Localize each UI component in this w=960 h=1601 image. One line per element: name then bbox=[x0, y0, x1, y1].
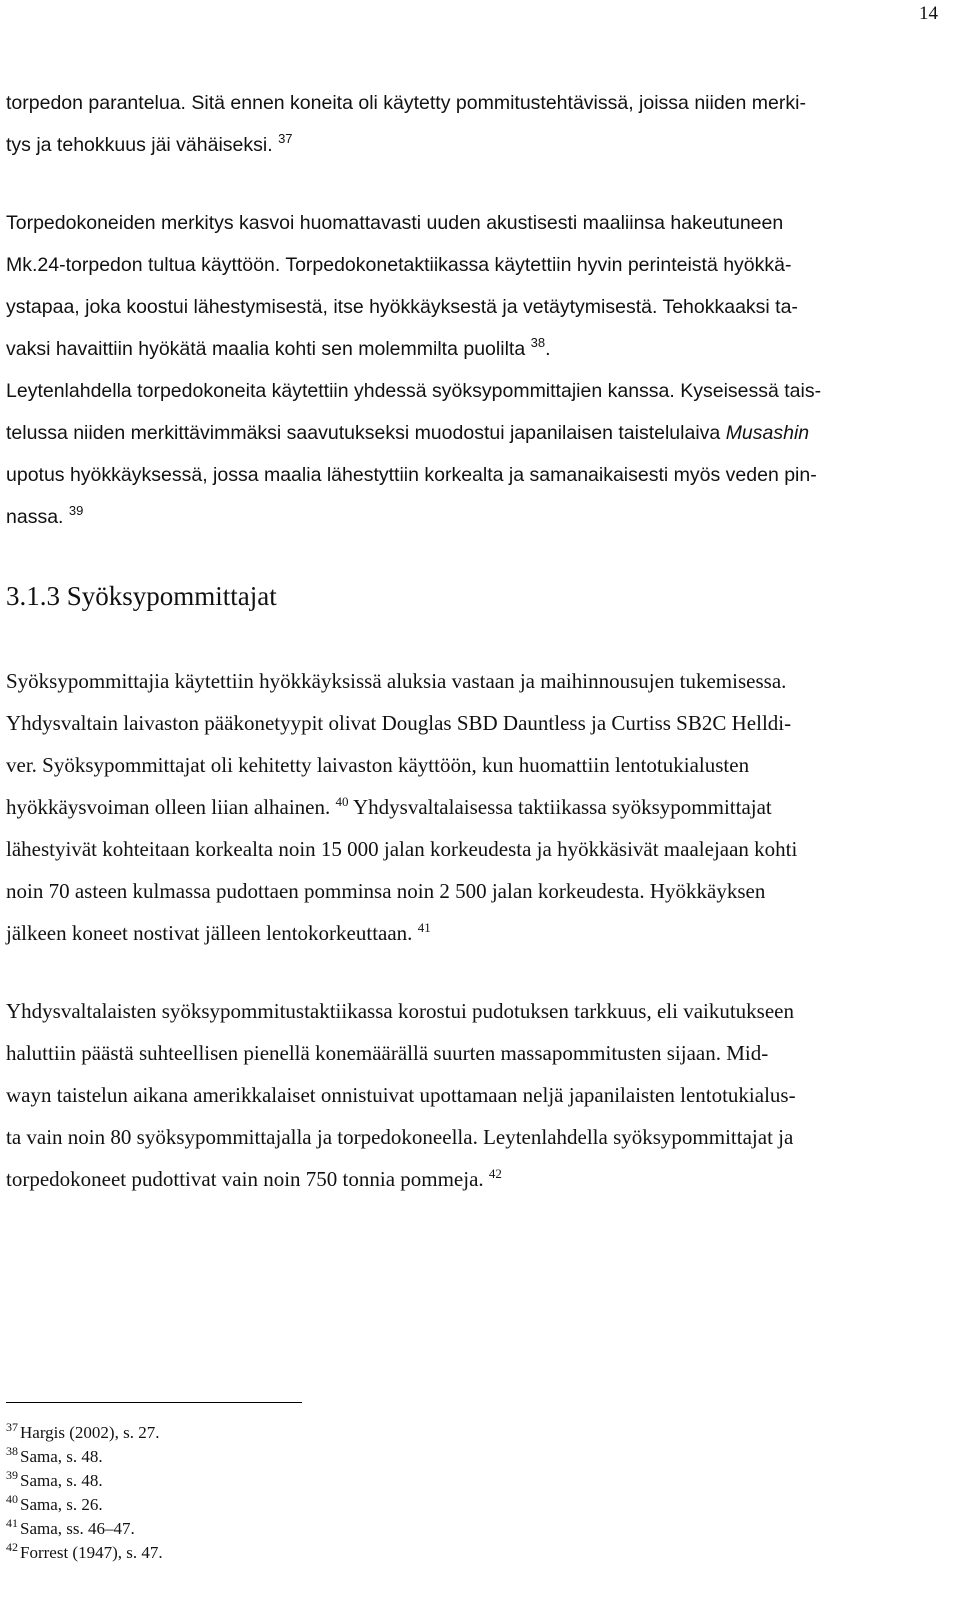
text-line bbox=[6, 124, 931, 166]
text-line: Syöksypommittajia käytettiin hyökkäyksissä aluksia vastaan ja maihinnousujen tukemisessa. bbox=[6, 669, 787, 693]
footnote-ref: 38 bbox=[530, 335, 546, 350]
footnote-text: Sama, ss. 46–47. bbox=[20, 1519, 135, 1538]
text-line: Mk.24-torpedon tultua käyttöön. Torpedokonetaktiikassa käytettiin hyvin perinteistä hyökkä- bbox=[6, 254, 792, 276]
text-line bbox=[6, 912, 931, 954]
footnote bbox=[6, 1541, 606, 1565]
footnote-number: 42 bbox=[6, 1540, 18, 1554]
text-line bbox=[6, 328, 931, 370]
footnote-text: Hargis (2002), s. 27. bbox=[20, 1423, 160, 1442]
paragraph-gap bbox=[6, 954, 931, 990]
text-line bbox=[6, 412, 931, 454]
text-segment: hyökkäysvoiman olleen liian alhainen. bbox=[6, 795, 331, 819]
paragraph-gap bbox=[6, 166, 931, 202]
text-line: ver. Syöksypommittajat oli kehitetty laivaston käyttöön, kun huomattiin lentotukialusten bbox=[6, 753, 750, 777]
footnote-text: Sama, s. 26. bbox=[20, 1495, 103, 1514]
text-segment: nassa. bbox=[6, 506, 64, 528]
paragraph-torpedo-tactics bbox=[6, 202, 931, 538]
text-segment: . bbox=[545, 338, 551, 360]
footnote-number: 37 bbox=[6, 1420, 18, 1434]
footnote-number: 41 bbox=[6, 1516, 18, 1530]
text-line: ystapaa, joka koostui lähestymisestä, itse hyökkäyksestä ja vetäytymisestä. Tehokkaaksi ta- bbox=[6, 296, 798, 318]
text-line: Yhdysvaltalaisten syöksypommitustaktiikassa korostui pudotuksen tarkkuus, eli vaikutukseen bbox=[6, 999, 794, 1023]
footnote-text: Forrest (1947), s. 47. bbox=[20, 1543, 163, 1562]
paragraph-torpedo-intro bbox=[6, 82, 931, 166]
section-heading: 3.1.3 Syöksypommittajat bbox=[6, 581, 277, 611]
text-line: haluttiin päästä suhteellisen pienellä konemäärällä suurten massapommitusten sijaan. Mid- bbox=[6, 1041, 769, 1065]
text-segment: jälkeen koneet nostivat jälleen lentokorkeuttaan. bbox=[6, 921, 413, 945]
footnote-text: Sama, s. 48. bbox=[20, 1471, 103, 1490]
footnote-ref: 40 bbox=[335, 794, 349, 809]
ship-name: Musashin bbox=[725, 422, 810, 444]
page-number: 14 bbox=[919, 3, 938, 24]
footnote bbox=[6, 1445, 606, 1469]
footnote-number: 38 bbox=[6, 1444, 18, 1458]
text-segment: telussa niiden merkittävimmäksi saavutukseksi muodostui japanilaisen taistelulaiva bbox=[6, 422, 721, 444]
text-line: noin 70 asteen kulmassa pudottaen pomminsa noin 2 500 jalan korkeudesta. Hyökkäyksen bbox=[6, 879, 766, 903]
text-line: Torpedokoneiden merkitys kasvoi huomattavasti uuden akustisesti maaliinsa hakeutuneen bbox=[6, 212, 784, 234]
paragraph-dive-bombers bbox=[6, 660, 931, 954]
text-line: torpedon parantelua. Sitä ennen koneita oli käytetty pommitustehtävissä, joissa niiden merki- bbox=[6, 92, 806, 114]
footnotes bbox=[6, 1402, 606, 1565]
footnote-ref: 41 bbox=[417, 920, 431, 935]
text-line: Yhdysvaltain laivaston pääkonetyypit olivat Douglas SBD Dauntless ja Curtiss SB2C Helldi- bbox=[6, 711, 792, 735]
footnote-ref: 42 bbox=[488, 1166, 502, 1181]
text-line bbox=[6, 1158, 931, 1200]
footnote bbox=[6, 1469, 606, 1493]
footnote-text: Sama, s. 48. bbox=[20, 1447, 103, 1466]
footnote-separator bbox=[6, 1402, 302, 1403]
footnote bbox=[6, 1421, 606, 1445]
page-body bbox=[6, 82, 931, 1200]
footnote-ref: 37 bbox=[278, 131, 293, 146]
text-line: Leytenlahdella torpedokoneita käytettiin yhdessä syöksypommittajien kanssa. Kyseisessä tais- bbox=[6, 380, 822, 402]
text-line: ta vain noin 80 syöksypommittajalla ja torpedokoneella. Leytenlahdella syöksypommittajat ja bbox=[6, 1125, 794, 1149]
text-line bbox=[6, 496, 931, 538]
footnote-number: 40 bbox=[6, 1492, 18, 1506]
text-line bbox=[6, 786, 931, 828]
footnote bbox=[6, 1517, 606, 1541]
text-line: wayn taistelun aikana amerikkalaiset onnistuivat upottamaan neljä japanilaisten lentotukialus- bbox=[6, 1083, 796, 1107]
text-segment: torpedokoneet pudottivat vain noin 750 tonnia pommeja. bbox=[6, 1167, 484, 1191]
text-line: lähestyivät kohteitaan korkealta noin 15 000 jalan korkeudesta ja hyökkäsivät maalejaan kohti bbox=[6, 837, 798, 861]
text-segment: vaksi havaittiin hyökätä maalia kohti sen molemmilta puolilta bbox=[6, 338, 526, 360]
text-segment: tys ja tehokkuus jäi vähäiseksi. bbox=[6, 134, 273, 156]
footnote bbox=[6, 1493, 606, 1517]
footnote-number: 39 bbox=[6, 1468, 18, 1482]
paragraph-dive-bomb-tactics bbox=[6, 990, 931, 1200]
footnote-ref: 39 bbox=[68, 503, 84, 518]
text-segment: Yhdysvaltalaisessa taktiikassa syöksypommittajat bbox=[352, 795, 772, 819]
text-line: upotus hyökkäyksessä, jossa maalia lähestyttiin korkealta ja samanaikaisesti myös veden pin- bbox=[6, 464, 817, 486]
